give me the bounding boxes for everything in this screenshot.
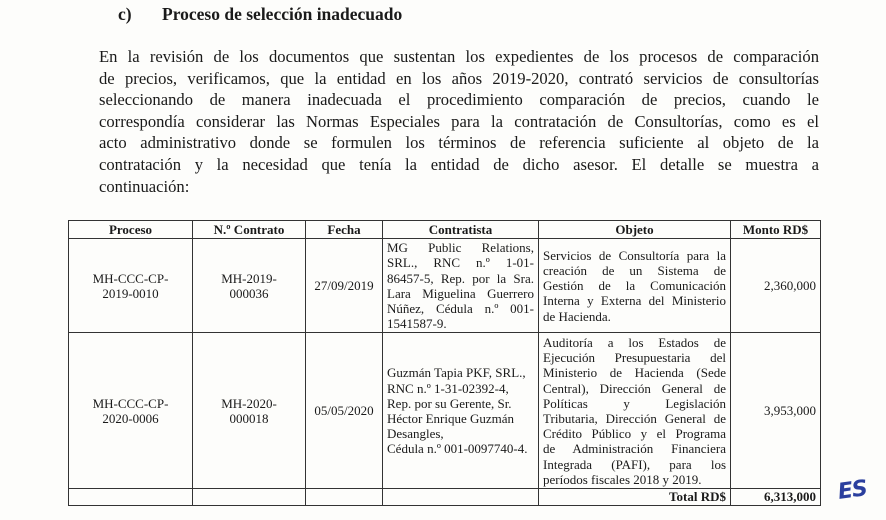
header-monto: Monto RD$	[731, 221, 821, 239]
paragraph-line: continuación:	[99, 176, 190, 196]
cell-objeto: Auditoría a los Estados de Ejecución Presupuestaria del Ministerio de Hacienda (Sede Central), Dirección General de Políticas y Legislación Tributaria, Dirección General de Crédito Público y el Programa de Administración Financiera Integrada (PAFI), para los períodos fiscales 2018 y 2019.	[539, 333, 731, 489]
cell-empty	[383, 489, 539, 505]
cell-monto: 2,360,000	[731, 239, 821, 333]
total-value: 6,313,000	[731, 489, 821, 505]
header-contratista: Contratista	[383, 221, 539, 239]
cell-fecha: 27/09/2019	[306, 239, 383, 333]
table-row	[69, 333, 821, 489]
total-label: Total RD$	[539, 489, 731, 505]
cell-proceso: MH-CCC-CP- 2020-0006	[69, 333, 193, 489]
paragraph-line: seleccionando de manera inadecuada el procedimiento comparación de precios, cuando le	[99, 90, 819, 110]
cell-contratista: Guzmán Tapia PKF, SRL., RNC n.º 1-31-02392-4, Rep. por su Gerente, Sr. Héctor Enrique Guzmán Desangles, Cédula n.º 001-0097740-4.	[383, 333, 539, 489]
paragraph-line: acto administrativo donde se formulen los términos de referencia suficiente al objeto de la	[99, 133, 819, 153]
section-heading	[118, 4, 402, 25]
section-number: c)	[118, 4, 132, 24]
header-fecha: Fecha	[306, 221, 383, 239]
section-title: Proceso de selección inadecuado	[162, 4, 403, 24]
paragraph-line: En la revisión de los documentos que sustentan los expedientes de los procesos de comparación	[99, 47, 819, 66]
cell-contratista: MG Public Relations, SRL., RNC n.º 1-01- 86457-5, Rep. por la Sra. Lara Miguelina Guerrero Núñez, Cédula n.º 001- 1541587-9.	[383, 239, 539, 333]
paragraph-line: contratación y la necesidad que tenía la entidad de dicho asesor. El detalle se muestra a	[99, 154, 819, 174]
header-objeto: Objeto	[539, 221, 731, 239]
table-header-row	[69, 221, 821, 239]
table-total-row	[69, 489, 821, 505]
header-contrato: N.º Contrato	[193, 221, 306, 239]
table-row	[69, 239, 821, 333]
cell-empty	[193, 489, 306, 505]
header-proceso: Proceso	[69, 221, 193, 239]
paragraph-line: de precios, verificamos, que la entidad en los años 2019-2020, contrató servicios de consultorías	[99, 68, 819, 88]
contracts-table	[68, 220, 821, 506]
cell-empty	[306, 489, 383, 505]
cell-proceso: MH-CCC-CP- 2019-0010	[69, 239, 193, 333]
cell-fecha: 05/05/2020	[306, 333, 383, 489]
cell-contrato: MH-2019- 000036	[193, 239, 306, 333]
handwritten-initials: ES	[836, 476, 869, 505]
cell-monto: 3,953,000	[731, 333, 821, 489]
paragraph-line: correspondía considerar las Normas Especiales para la contratación de Consultorías, como es el	[99, 111, 819, 131]
cell-contrato: MH-2020- 000018	[193, 333, 306, 489]
cell-empty	[69, 489, 193, 505]
cell-objeto: Servicios de Consultoría para la creación de un Sistema de Gestión de la Comunicación Interna y Externa del Ministerio de Hacienda.	[539, 239, 731, 333]
body-paragraph	[99, 46, 819, 197]
